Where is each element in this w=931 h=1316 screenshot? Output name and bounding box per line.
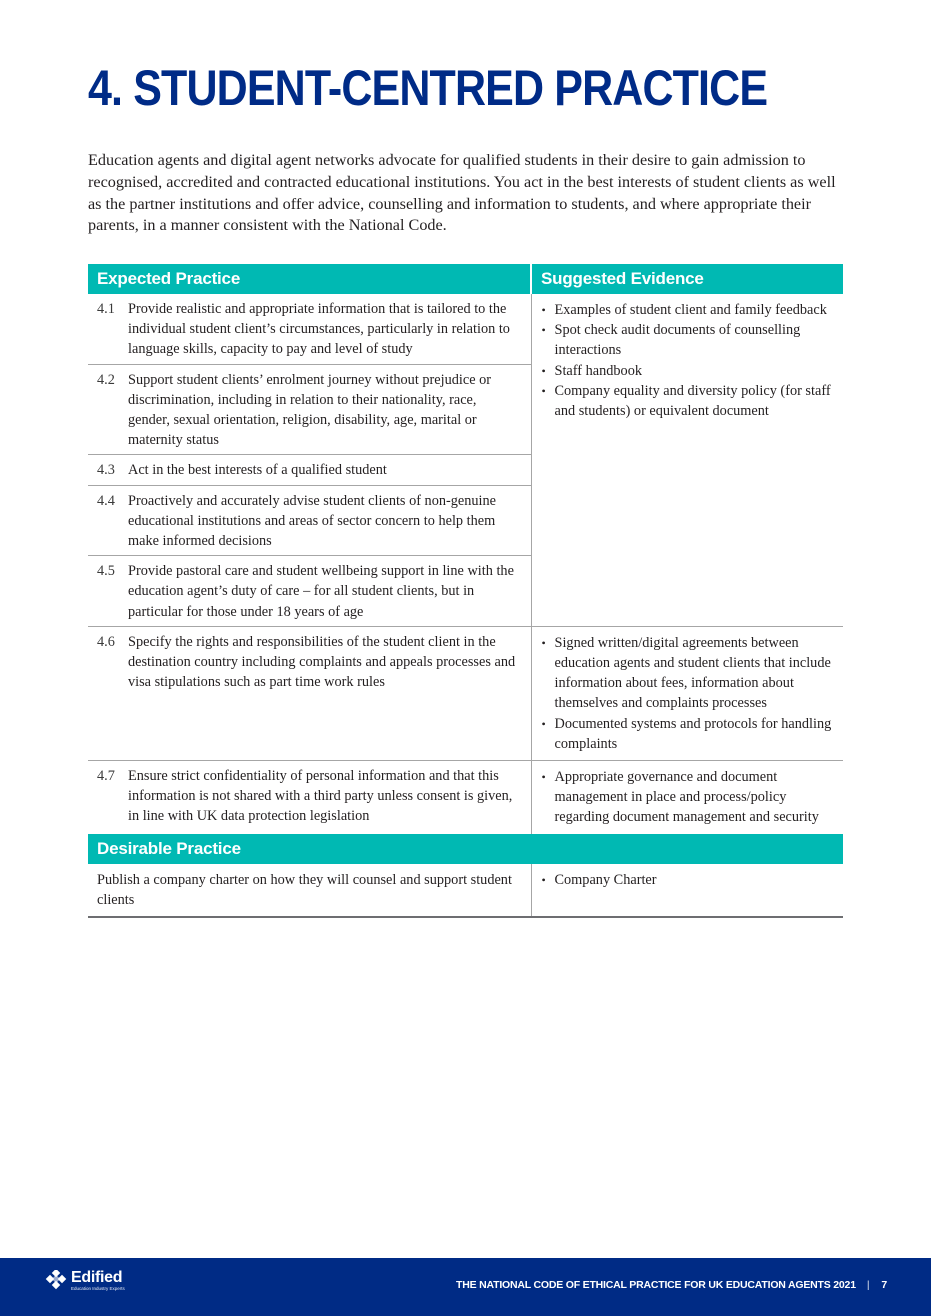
suggested-evidence-cell xyxy=(531,626,843,760)
header-expected-practice: Expected Practice xyxy=(88,264,531,294)
bullet-icon: • xyxy=(541,303,546,317)
evidence-list xyxy=(542,633,834,754)
item-text: Proactively and accurately advise student clients of non-genuine educational institutions and areas of sector concern to help them make informed decisions xyxy=(128,492,497,550)
logo-tagline: Education Industry Experts xyxy=(71,1286,125,1291)
expected-practice-cell xyxy=(88,626,531,760)
evidence-item: • Company Charter xyxy=(542,870,834,890)
bullet-icon: • xyxy=(541,323,546,338)
page-footer xyxy=(0,1258,931,1316)
bullet-icon: • xyxy=(541,716,546,731)
header-desirable-practice: Desirable Practice xyxy=(88,834,843,864)
item-text: Specify the rights and responsibilities of the student client in the destination country including complaints and appeals processes and visa stipulations such as part time work rules xyxy=(128,633,516,691)
evidence-list xyxy=(542,870,834,890)
header-suggested-evidence: Suggested Evidence xyxy=(531,264,843,294)
practice-item xyxy=(88,486,531,557)
item-text: Provide realistic and appropriate information that is tailored to the individual student client’s circumstances, particularly in relation to language skills, capacity to pay and level of study xyxy=(128,301,510,358)
item-text: Support student clients’ enrolment journey without prejudice or discrimination, including in relation to their nationality, race, gender, sexual orientation, religion, disability, age, marital or maternity status xyxy=(128,371,492,449)
table-row-group-1 xyxy=(88,294,843,626)
evidence-list xyxy=(542,767,834,828)
item-number: 4.7 xyxy=(97,768,115,785)
evidence-item: • Spot check audit documents of counselling interactions xyxy=(542,320,834,360)
item-number: 4.5 xyxy=(97,563,115,580)
bullet-icon: • xyxy=(541,635,546,650)
item-text: Ensure strict confidentiality of personal information and that this information is not shared with a third party unless consent is given, in line with UK data protection legislation xyxy=(128,768,513,825)
practice-item xyxy=(88,627,531,697)
item-number: 4.6 xyxy=(97,633,115,650)
page-title: 4. STUDENT-CENTRED PRACTICE xyxy=(88,60,768,116)
bullet-icon: • xyxy=(541,383,546,398)
footer-info xyxy=(456,1279,887,1291)
item-number: 4.3 xyxy=(97,462,115,479)
evidence-item: • Documented systems and protocols for handling complaints xyxy=(542,714,834,754)
bullet-icon: • xyxy=(541,770,546,785)
suggested-evidence-cell xyxy=(531,294,843,626)
page-number: 7 xyxy=(881,1279,887,1291)
item-text: Provide pastoral care and student wellbeing support in line with the education agent’s duty of care – for all student clients, but in particular for those under 18 years of age xyxy=(128,563,514,620)
desirable-header-row xyxy=(88,834,843,864)
expected-practice-cell xyxy=(88,761,531,834)
practice-item xyxy=(88,455,531,485)
practice-item xyxy=(88,761,531,831)
footer-separator: | xyxy=(866,1279,870,1291)
table-row-group-2 xyxy=(88,626,843,760)
edified-logo-icon xyxy=(44,1270,68,1292)
footer-document-title: THE NATIONAL CODE OF ETHICAL PRACTICE FOR UK EDUCATION AGENTS 2021 xyxy=(456,1279,856,1291)
desirable-practice-cell: Publish a company charter on how they will counsel and support student clients xyxy=(88,864,531,917)
edified-logo xyxy=(44,1270,125,1292)
bullet-icon: • xyxy=(541,872,546,887)
practice-item xyxy=(88,556,531,626)
bullet-icon: • xyxy=(541,363,546,378)
evidence-item: • Examples of student client and family feedback xyxy=(542,300,834,320)
desirable-row xyxy=(88,864,843,917)
evidence-item: • Appropriate governance and document management in place and process/policy regarding document management and security xyxy=(542,767,834,828)
item-number: 4.1 xyxy=(97,301,115,317)
intro-paragraph: Education agents and digital agent networks advocate for qualified students in their desire to gain admission to recognised, accredited and contracted educational institutions. You act in the best interests of student clients as well as the partner institutions and offer advice, counselling and information to students, and where appropriate their parents, in a manner consistent with the National Code. xyxy=(88,151,836,235)
practice-table xyxy=(88,264,843,918)
evidence-list xyxy=(542,300,834,421)
practice-item xyxy=(88,365,531,456)
table-row-group-3 xyxy=(88,761,843,834)
item-text: Act in the best interests of a qualified student xyxy=(128,462,387,479)
evidence-item: • Signed written/digital agreements between education agents and student clients that include information about fees, information about themselves and complaints processes xyxy=(542,633,834,714)
desirable-evidence-cell xyxy=(531,864,843,917)
evidence-item: • Staff handbook xyxy=(542,361,834,381)
suggested-evidence-cell xyxy=(531,761,843,834)
practice-item xyxy=(88,294,531,365)
item-number: 4.4 xyxy=(97,492,115,509)
logo-name: Edified xyxy=(71,1269,123,1286)
item-number: 4.2 xyxy=(97,371,115,388)
table-header-row xyxy=(88,264,843,294)
expected-practice-cell xyxy=(88,294,531,626)
evidence-item: • Company equality and diversity policy (for staff and students) or equivalent document xyxy=(542,381,834,421)
